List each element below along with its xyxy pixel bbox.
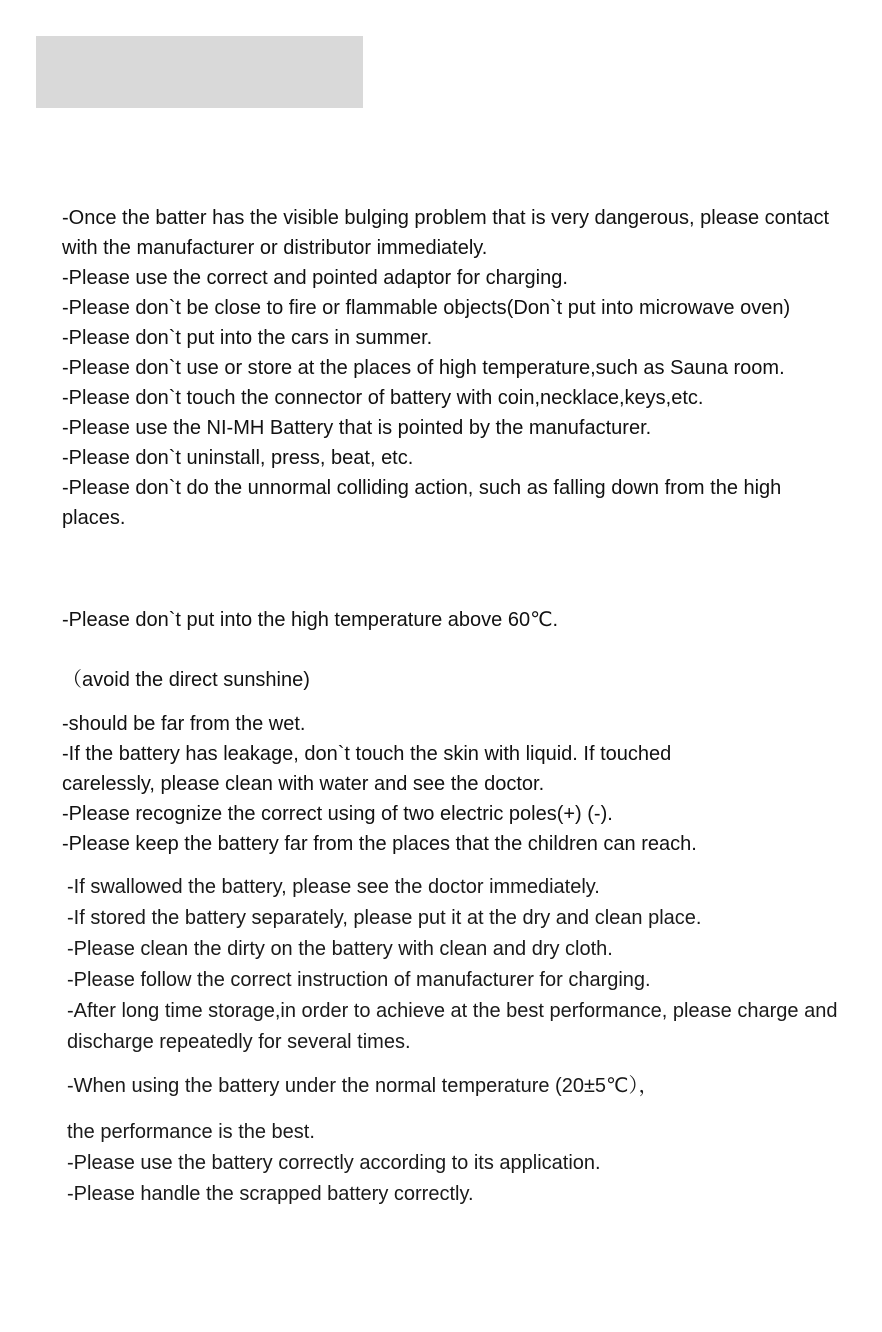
warning-line: -If the battery has leakage, don`t touch the skin with liquid. If touched carelessly, please clean with water and see the doctor. — [62, 743, 672, 795]
warning-line: -Please follow the correct instruction of manufacturer for charging. — [67, 969, 651, 991]
warning-line: -If stored the battery separately, please put it at the dry and clean place. — [67, 907, 702, 929]
warning-line: -Please don`t do the unnormal colliding action, such as falling down from the high places. — [62, 477, 782, 529]
header-placeholder-box — [36, 36, 363, 108]
warning-line: -Please don`t use or store at the places of high temperature,such as Sauna room. — [62, 357, 785, 379]
sunshine-note — [62, 665, 842, 695]
warning-line: -Please don`t be close to fire or flammable objects(Don`t put into microwave oven) — [62, 297, 791, 319]
warning-line: -After long time storage,in order to achieve at the best performance, please charge and discharge repeatedly for several times. — [67, 1000, 838, 1053]
warnings-section-4 — [67, 1117, 847, 1210]
warning-line: the performance is the best. — [67, 1121, 315, 1143]
warning-line: -If swallowed the battery, please see the doctor immediately. — [67, 876, 600, 898]
warning-line: -Please don`t put into the cars in summer. — [62, 327, 433, 349]
high-temperature-warning — [62, 605, 842, 635]
warning-line: -Please use the NI-MH Battery that is pointed by the manufacturer. — [62, 417, 652, 439]
warning-line: -Please keep the battery far from the places that the children can reach. — [62, 833, 697, 855]
warning-line: -Please handle the scrapped battery correctly. — [67, 1183, 474, 1205]
warnings-section-2 — [62, 709, 842, 859]
warning-line: -Please use the battery correctly according to its application. — [67, 1152, 601, 1174]
normal-temperature-line — [67, 1071, 847, 1101]
note-line: （avoid the direct sunshine) — [62, 669, 310, 691]
warning-line: -When using the battery under the normal temperature (20±5℃）， — [67, 1075, 659, 1097]
warning-line: -should be far from the wet. — [62, 713, 306, 735]
warning-line: -Please clean the dirty on the battery with clean and dry cloth. — [67, 938, 613, 960]
warning-line: -Please don`t touch the connector of battery with coin,necklace,keys,etc. — [62, 387, 704, 409]
warning-line: -Please don`t put into the high temperature above 60℃. — [62, 609, 559, 631]
warning-line: -Once the batter has the visible bulging problem that is very dangerous, please contact with the manufacturer or distributor immediately. — [62, 207, 830, 259]
warning-line: -Please recognize the correct using of two electric poles(+) (-). — [62, 803, 613, 825]
warnings-section-1 — [62, 203, 842, 533]
warning-line: -Please use the correct and pointed adaptor for charging. — [62, 267, 568, 289]
warning-line: -Please don`t uninstall, press, beat, etc. — [62, 447, 414, 469]
warnings-section-3 — [67, 872, 847, 1058]
